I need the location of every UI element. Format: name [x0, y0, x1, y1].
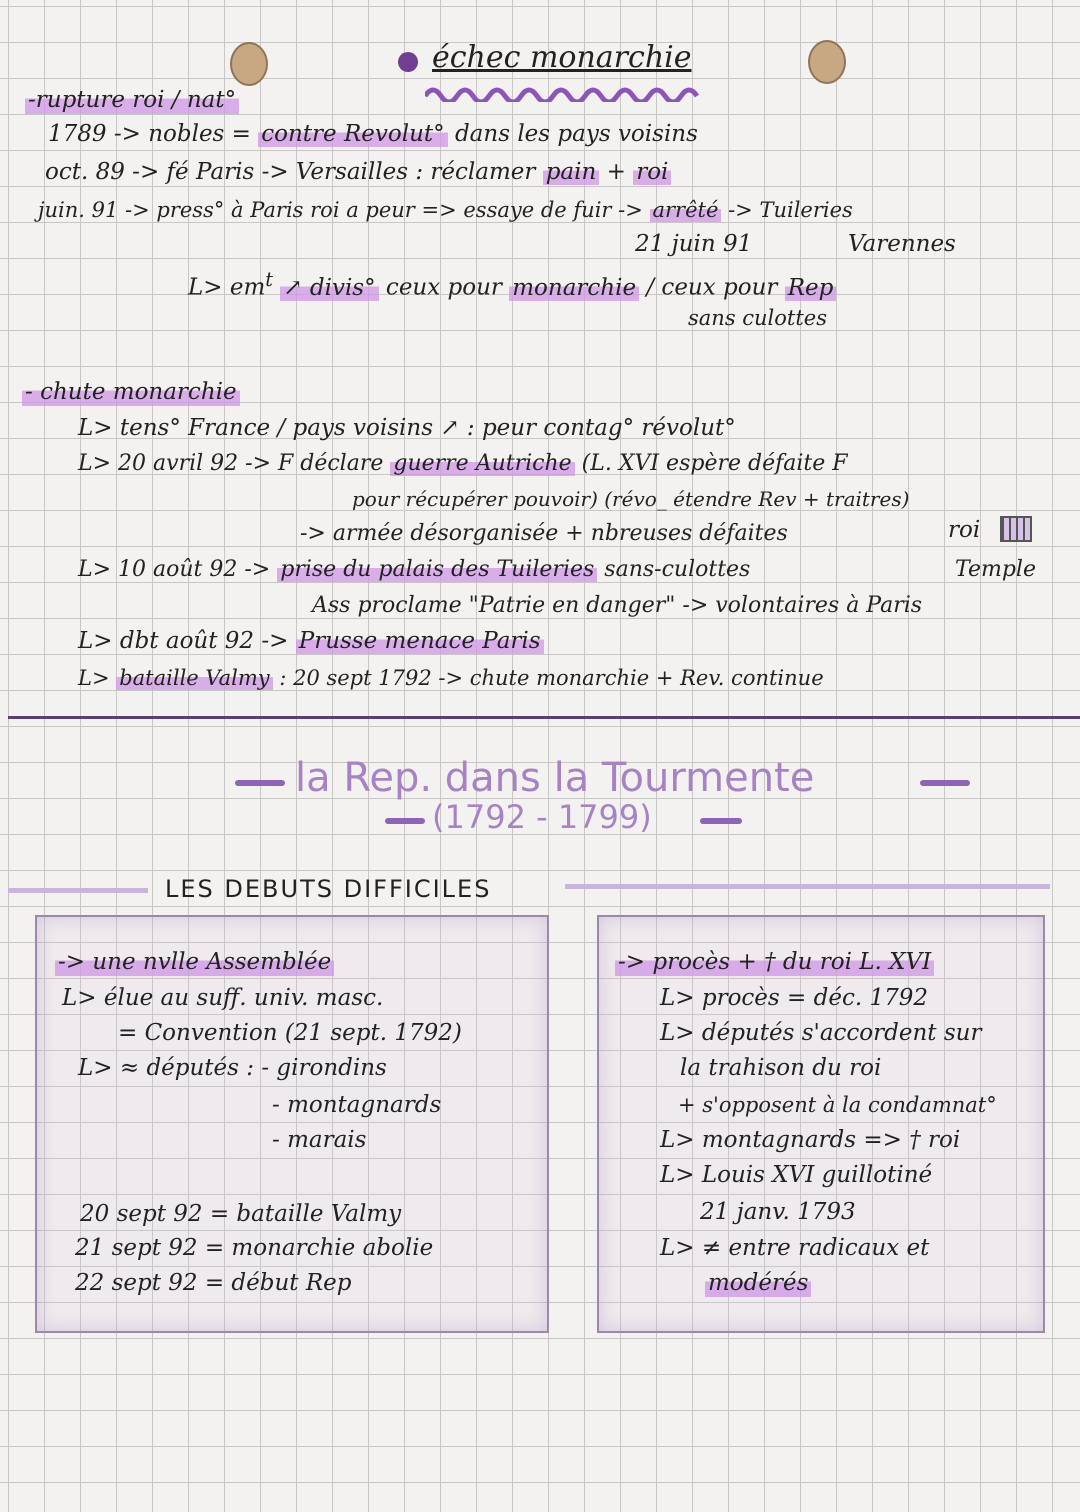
right-box-line: L> députés s'accordent sur: [660, 1020, 982, 1046]
subheading: LES DEBUTS DIFFICILES: [165, 875, 492, 903]
page-title: échec monarchie: [432, 40, 692, 75]
left-box-date: 22 sept 92 = début Rep: [75, 1270, 352, 1296]
title-dash: [235, 780, 285, 786]
note-line: oct. 89 -> fé Paris -> Versailles : réclamer pain + roi: [45, 158, 671, 186]
note-line: L> 20 avril 92 -> F déclare guerre Autriche (L. XVI espère défaite F: [78, 451, 848, 476]
note-line: L> 10 août 92 -> prise du palais des Tuileries sans-culottes: [78, 557, 751, 582]
chapter-title: la Rep. dans la Tourmente: [295, 755, 815, 801]
left-box-date: 20 sept 92 = bataille Valmy: [80, 1201, 402, 1227]
date-note: 21 juin 91: [635, 231, 753, 257]
right-box-line: + s'opposent à la condamnat°: [678, 1093, 997, 1117]
temple-note: Temple: [955, 557, 1036, 582]
binder-hole-right: [808, 40, 846, 84]
subheading-line: [8, 888, 148, 893]
left-box-line: L> élue au suff. univ. masc.: [62, 985, 384, 1011]
note-line: juin. 91 -> press° à Paris roi a peur => essaye de fuir -> arrêté -> Tuileries: [38, 198, 853, 222]
years-dash: [385, 818, 425, 824]
left-box-date: 21 sept 92 = monarchie abolie: [75, 1235, 434, 1261]
note-line: 1789 -> nobles = contre Revolut° dans les pays voisins: [48, 121, 698, 147]
years-dash: [700, 818, 742, 824]
section-divider: [8, 716, 1080, 719]
note-line: L> tens° France / pays voisins ↗ : peur contag° révolut°: [78, 415, 736, 441]
right-box-line: L> ≠ entre radicaux et: [660, 1235, 930, 1261]
sans-culottes-note: sans culottes: [688, 306, 828, 330]
left-box-line: - marais: [272, 1127, 367, 1153]
chapter-years: (1792 - 1799): [432, 798, 652, 836]
wavy-underline: [425, 82, 710, 102]
note-line: Ass proclame "Patrie en danger" -> volontaires à Paris: [312, 593, 923, 618]
right-box-line: L> Louis XVI guillotiné: [660, 1162, 933, 1188]
right-box-line: modérés: [705, 1269, 811, 1297]
binder-hole-left: [230, 42, 268, 86]
section-heading-chute: - chute monarchie: [22, 378, 240, 406]
roi-note: roi: [948, 517, 981, 543]
bullet-dot-icon: [398, 52, 418, 72]
subheading-line: [565, 884, 1050, 889]
right-box-heading: -> procès + † du roi L. XVI: [615, 948, 934, 976]
left-box-line: = Convention (21 sept. 1792): [118, 1020, 462, 1046]
left-box-line: L> ≈ députés : - girondins: [78, 1055, 387, 1081]
note-line: -> armée désorganisée + nbreuses défaites: [300, 521, 788, 546]
prison-icon: [1000, 516, 1032, 542]
title-dash: [920, 780, 970, 786]
right-box-line: L> procès = déc. 1792: [660, 985, 928, 1011]
place-note: Varennes: [848, 231, 956, 257]
left-box-line: - montagnards: [272, 1092, 442, 1118]
left-box-heading: -> une nvlle Assemblée: [55, 948, 334, 976]
note-line: L> dbt août 92 -> Prusse menace Paris: [78, 627, 544, 655]
right-box-line: 21 janv. 1793: [700, 1199, 856, 1225]
note-line: L> bataille Valmy : 20 sept 1792 -> chute monarchie + Rev. continue: [78, 666, 824, 690]
right-box: [597, 915, 1045, 1333]
note-line: pour récupérer pouvoir) (révo_ étendre Rev + traitres): [352, 487, 910, 511]
right-box-line: la trahison du roi: [680, 1055, 882, 1081]
section-heading-rupture: -rupture roi / nat°: [25, 86, 239, 114]
right-box-line: L> montagnards => † roi: [660, 1127, 961, 1153]
note-line: $L> em^t$ ↗ divis° ceux pour monarchie / ceux pour Rep: [188, 266, 836, 302]
